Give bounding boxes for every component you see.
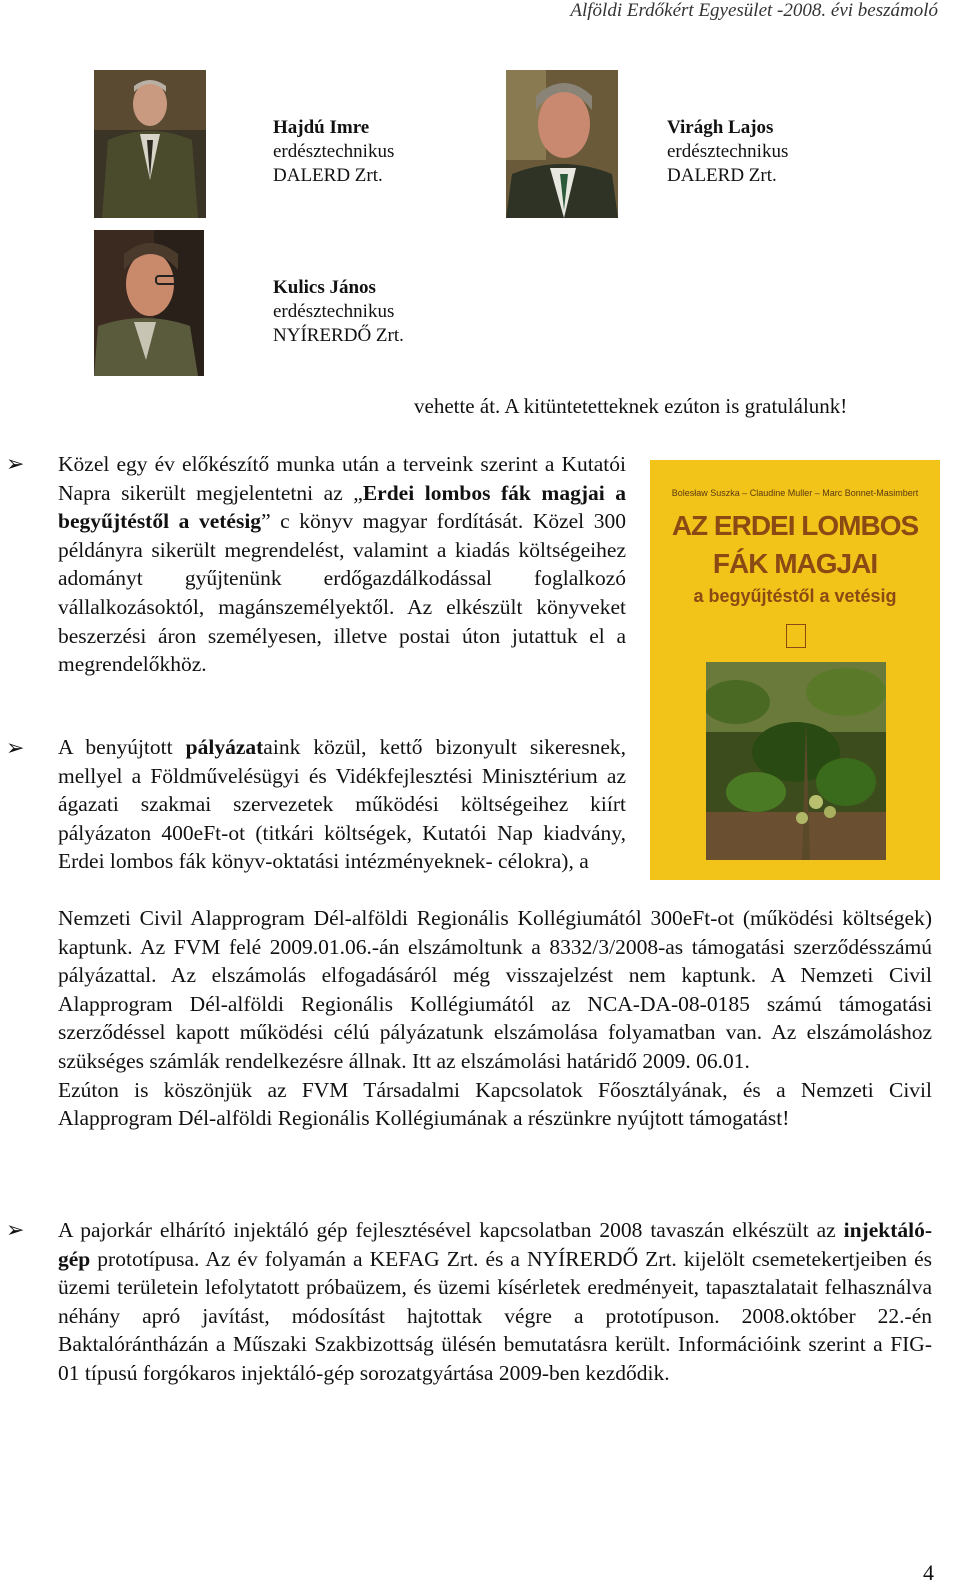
text: ” c könyv magyar fordítását. Közel 300 példányra sikerült megrendelést, valamint a kiadás költségeihez adományt gyűjtenünk erdőgazdálkodással foglalkozó vállalkozásoktól, magánszemélyektől. Az elkészült könyveket beszerzési áron személyesen, illetve postai úton jutattuk el a megrendelőkhöz.	[58, 509, 626, 677]
grants-bold: pályázat	[185, 735, 264, 759]
page-header: Alföldi Erdőkért Egyesület -2008. évi beszámoló	[570, 0, 938, 21]
awardee-org: DALERD Zrt.	[667, 165, 777, 186]
arrow-bullet-icon: ➢	[6, 452, 25, 477]
text: Közel egy év előkészítő munka után a terveink szerint a Kutatói Napra sikerült megjelentetni az „	[58, 452, 626, 505]
book-publication-paragraph	[58, 450, 626, 679]
text: aink közül, kettő bizonyult sikeresnek, mellyel a Földművelésügyi és Vidékfejlesztési Minisztérium az ágazati szakmai szervezetek működési költségeihez kiírt pályázaton 400eFt-ot (titkári költségek, Kutatói Nap kiadvány, Erdei lombos fák könyv-oktatási intézményeknek- célokra), a	[58, 735, 627, 874]
grants-thanks: Ezúton is köszönjük az FVM Társadalmi Kapcsolatok Főosztályának, és a Nemzeti Civil Alapprogram Dél-alföldi Regionális Kollégiumának a részünkre nyújtott támogatást!	[58, 1077, 932, 1131]
injector-machine-paragraph	[58, 1216, 932, 1388]
awardee-card	[667, 116, 788, 188]
awardee-title: erdésztechnikus	[667, 141, 789, 162]
awardee-name: Hajdú Imre	[273, 117, 370, 138]
book-title-line2: FÁK MAGJAI	[712, 548, 878, 579]
grants-continuation: Nemzeti Civil Alapprogram Dél-alföldi Regionális Kollégiumától 300eFt-ot (működési költségek) kaptunk. Az FVM felé 2009.01.06.-án elszámoltunk a 8332/3/2008-as támogatási szerződésszámú pályázattal. Az elszámolás elfogadásáról még visszajelzést nem kaptunk. A Nemzeti Civil Alapprogram Dél-alföldi Regionális Kollégiumától az NCA-DA-08-0185 számú támogatási szerződéssel kapott működési célú pályázatunk elszámolása folyamatban van. Az elszámoláshoz szükséges számlák rendelkezésre állnak. Itt az elszámolási határidő 2009. 06.01.	[58, 906, 932, 1073]
congratulation-line: vehette át. A kitüntetetteknek ezúton is gratulálunk!	[414, 394, 848, 418]
publisher-logo-icon	[786, 624, 806, 648]
portrait-photo-kulics	[94, 230, 204, 376]
portrait-photo-viragh	[506, 70, 618, 218]
grants-paragraph-wide	[58, 904, 932, 1133]
book-authors: Bolesław Suszka – Claudine Muller – Marc Bonnet-Masimbert	[671, 488, 919, 498]
awardee-name: Virágh Lajos	[667, 117, 774, 138]
awardee-title: erdésztechnikus	[273, 141, 395, 162]
injector-bold: injektáló-gép	[58, 1218, 932, 1271]
awardee-org: NYÍRERDŐ Zrt.	[273, 325, 404, 346]
book-title-bold: Erdei lombos fák magjai a begyűjtéstől a vetésig	[58, 480, 626, 534]
book-cover-image	[650, 460, 940, 880]
text: A benyújtott	[58, 735, 186, 759]
book-cover-photo	[706, 662, 886, 860]
awardee-name: Kulics János	[273, 277, 376, 298]
awardee-org: DALERD Zrt.	[273, 165, 383, 186]
portrait-photo-hajdu	[94, 70, 206, 218]
awardee-card	[273, 276, 404, 348]
text: prototípusa. Az év folyamán a KEFAG Zrt. és a NYÍRERDŐ Zrt. kijelölt csemetekertjeiben és üzemi területein lefolytatott próbaüzem, és üzemi kísérletek eredményeit, tapasztalatait felhasználva néhány apró javítást, módosítást hajtottak végre a prototípuson. 2008.október 22.-én Baktalórántházán a Műszaki Szakbizottság ülésén bemutatásra került. Információink szerint a FIG-01 típusú forgókaros injektáló-gép sorozatgyártása 2009-ben kezdődik.	[58, 1246, 932, 1385]
page-number: 4	[923, 1560, 934, 1585]
grants-paragraph-narrow	[58, 733, 626, 876]
book-title-line1: AZ ERDEI LOMBOS	[671, 510, 919, 541]
awardee-card	[273, 116, 394, 188]
book-subtitle: a begyűjtéstől a vetésig	[693, 586, 897, 606]
arrow-bullet-icon: ➢	[6, 1218, 25, 1243]
awardee-title: erdésztechnikus	[273, 301, 395, 322]
arrow-bullet-icon: ➢	[6, 736, 25, 761]
text: A pajorkár elhárító injektáló gép fejlesztésével kapcsolatban 2008 tavaszán elkészült az	[58, 1218, 844, 1242]
